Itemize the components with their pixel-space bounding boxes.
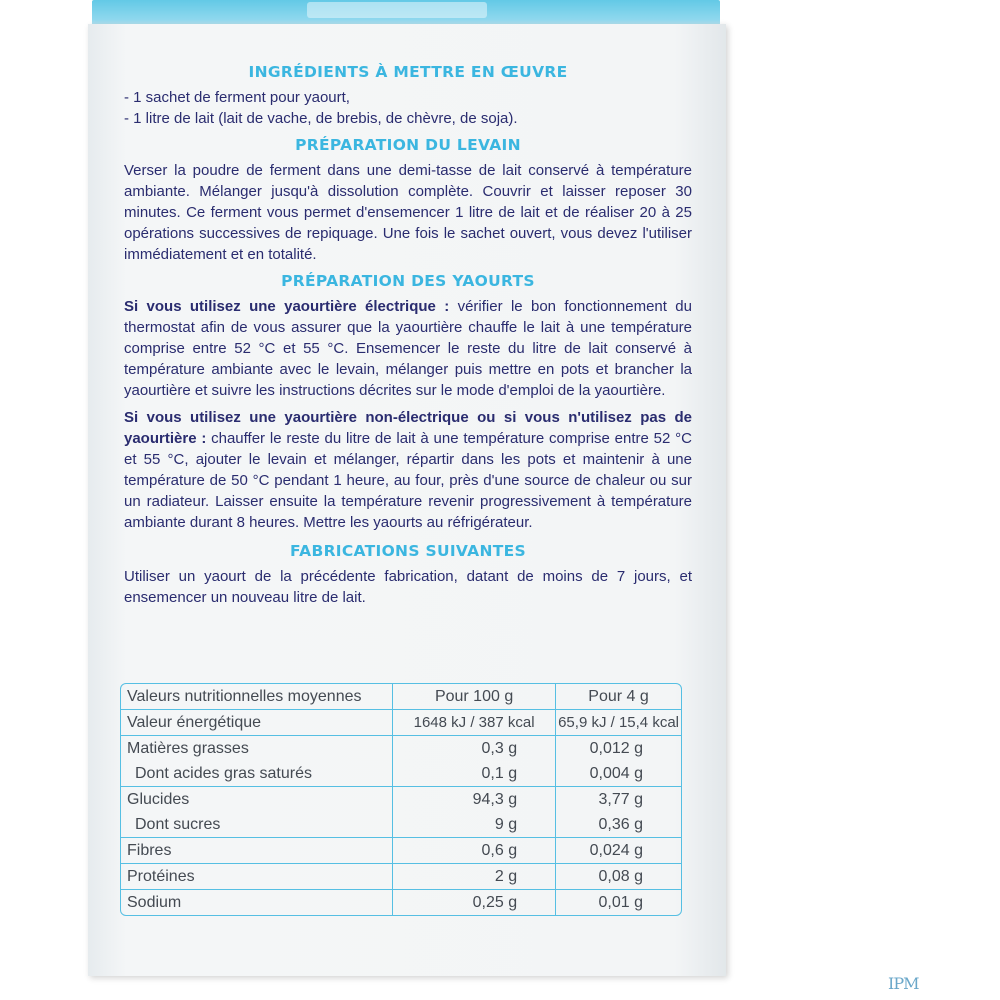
- table-row: [121, 736, 681, 761]
- nutrient-value-4g: 0,01 g: [598, 893, 643, 911]
- nutrition-header-label: Valeurs nutritionnelles moyennes: [121, 684, 393, 710]
- nutrient-name: Matières grasses: [121, 736, 393, 761]
- yaourts-electrique-text: [124, 296, 692, 401]
- section-ingredients: [124, 62, 692, 129]
- nutrition-header-4g: Pour 4 g: [556, 684, 681, 710]
- nutrient-value-4g: 0,36 g: [556, 812, 681, 838]
- table-row: [121, 812, 681, 838]
- section-yaourts: [124, 271, 692, 533]
- levain-text: Verser la poudre de ferment dans une demi-tasse de lait conservé à température ambiante. Mélanger jusqu'à dissolution complète. Couvrir et laisser reposer 30 minutes. Ce ferment vous permet d'ensemencer 1 litre de lait et de réaliser 20 à 25 opérations successives de repiquage. Une fois le sachet ouvert, vous devez l'utiliser immédiatement et en totalité.: [124, 162, 692, 263]
- nutrient-name: Sodium: [121, 890, 393, 915]
- ingredient-item: - 1 litre de lait (lait de vache, de brebis, de chèvre, de soja).: [124, 110, 518, 127]
- ipm-watermark: IPM: [888, 974, 919, 993]
- ingredients-list: [124, 87, 692, 129]
- ingredient-item: - 1 sachet de ferment pour yaourt,: [124, 89, 350, 106]
- table-row: [121, 710, 681, 736]
- nutrient-value-4g: 0,08 g: [556, 864, 681, 890]
- nutrient-value-100g: 0,25 g: [393, 890, 556, 915]
- nutrient-name: Dont acides gras saturés: [121, 761, 393, 787]
- yaourts-non-electrique-lead: Si vous utilisez une yaourtière non-électrique ou si vous n'utilisez pas de yaourtière :: [124, 409, 692, 447]
- yaourts-non-electrique-text: [124, 407, 692, 533]
- table-row: [121, 864, 681, 890]
- yaourts-non-electrique-body: chauffer le reste du litre de lait à une température comprise entre 52 °C et 55 °C, ajouter le levain et mélanger, répartir dans les pots et maintenir à une température de 50 °C pendant 1 heure, au four, près d'une source de chaleur ou sur un radiateur. Laisser ensuite la température revenir progressivement à température ambiante durant 8 heures. Mettre les yaourts au réfrigérateur.: [124, 430, 692, 531]
- nutrient-name: Valeur énergétique: [121, 710, 393, 736]
- yaourts-title: PRÉPARATION DES YAOURTS: [281, 272, 535, 290]
- table-row: [121, 761, 681, 787]
- table-row: [121, 684, 681, 710]
- box-top-tab: [307, 2, 487, 18]
- nutrient-value-100g: 0,6 g: [393, 838, 556, 864]
- levain-title: PRÉPARATION DU LEVAIN: [295, 136, 521, 154]
- nutrition-table: [120, 683, 682, 916]
- instructions-panel: [124, 62, 692, 608]
- nutrient-name: Fibres: [121, 838, 393, 864]
- section-levain: [124, 135, 692, 265]
- nutrient-value-100g: 0,3 g: [393, 736, 556, 761]
- nutrition-header-100g: Pour 100 g: [393, 684, 556, 710]
- section-suivantes: [124, 541, 692, 608]
- suivantes-title: FABRICATIONS SUIVANTES: [290, 542, 526, 560]
- nutrient-name: Dont sucres: [121, 812, 393, 838]
- nutrient-value-100g: 94,3 g: [393, 787, 556, 812]
- nutrient-value-100g: 9 g: [393, 812, 556, 838]
- ingredients-title: INGRÉDIENTS À METTRE EN ŒUVRE: [248, 63, 568, 81]
- yaourts-electrique-lead: Si vous utilisez une yaourtière électrique :: [124, 298, 450, 315]
- nutrient-value-100g: 0,1 g: [393, 761, 556, 787]
- nutrient-value-4g: 3,77 g: [598, 790, 643, 808]
- table-row: [121, 890, 681, 915]
- nutrient-value-100g: 1648 kJ / 387 kcal: [393, 710, 556, 736]
- nutrient-name: Glucides: [121, 787, 393, 812]
- nutrient-value-4g: 65,9 kJ / 15,4 kcal: [556, 710, 681, 736]
- yaourts-electrique-body: vérifier le bon fonctionnement du thermostat afin de vous assurer que la yaourtière chauffe le lait à une température comprise entre 52 °C et 55 °C. Ensemencer le reste du litre de lait conservé à température ambiante avec le levain, mélanger puis mettre en pots et brancher la yaourtière et suivre les instructions décrites sur le mode d'emploi de la yaourtière.: [124, 298, 692, 399]
- table-row: [121, 787, 681, 812]
- suivantes-text: Utiliser un yaourt de la précédente fabrication, datant de moins de 7 jours, et ensemencer un nouveau litre de lait.: [124, 568, 692, 606]
- nutrient-name: Protéines: [121, 864, 393, 890]
- nutrient-value-100g: 2 g: [393, 864, 556, 890]
- nutrient-value-4g: 0,012 g: [589, 739, 643, 757]
- table-row: [121, 838, 681, 864]
- nutrient-value-4g: 0,004 g: [556, 761, 681, 787]
- nutrient-value-4g: 0,024 g: [556, 838, 681, 864]
